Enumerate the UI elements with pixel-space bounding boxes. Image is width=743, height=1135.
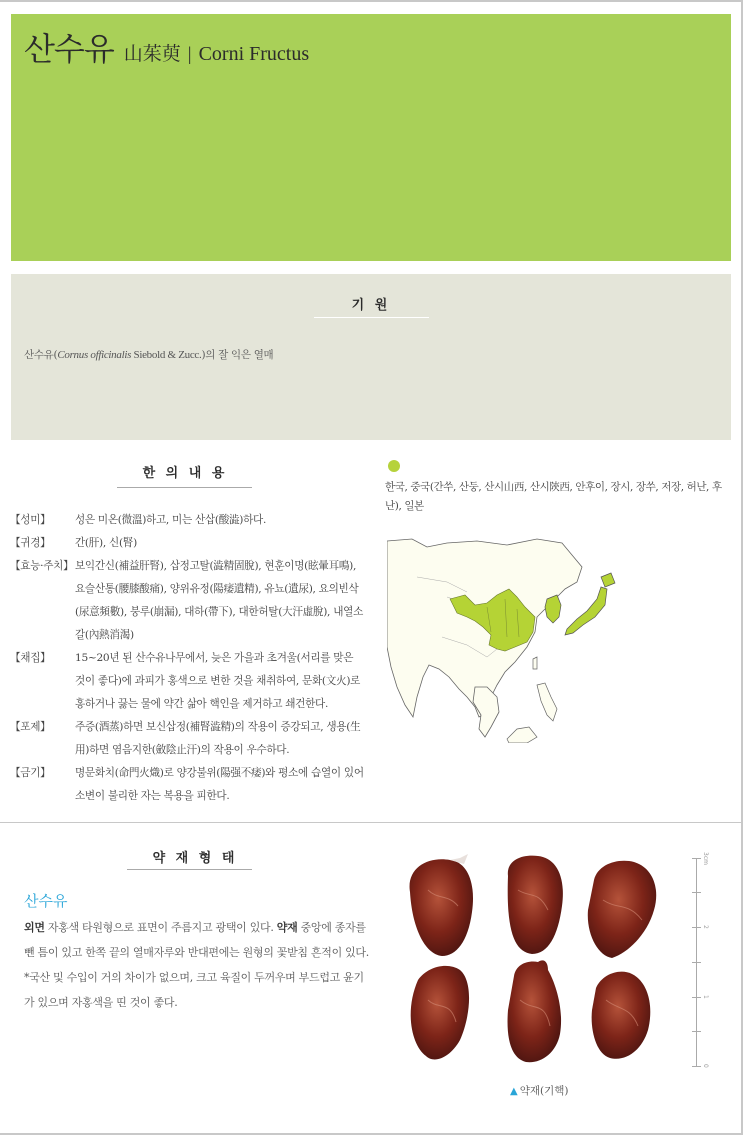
exterior-label: 외면: [24, 921, 45, 934]
herb-form-heading: 약 재 형 태: [152, 851, 238, 866]
triangle-up-icon: ▲: [510, 1086, 518, 1097]
quality-note: *국산 및 수입이 거의 차이가 없으며, 크고 육질이 두꺼우며 부드럽고 윤기가 있으며 자홍색을 띤 것이 좋다.: [24, 971, 364, 1009]
herbal-heading-underline: [117, 487, 252, 488]
herbal-content-section: [0, 450, 372, 820]
title-korean: 산수유: [24, 30, 114, 68]
origin-section: [11, 274, 731, 440]
scale-tick: [692, 858, 701, 859]
property-text: 보익간신(補益肝腎), 삽정고탈(澁精固脫), 현훈이명(眩暈耳鳴), 요슬산통(腰膝酸痛), 양위유정(陽痿遺精), 유뇨(遺尿), 요의빈삭(尿意頻數), 붕루(崩漏), 대하(帶下), 대한허탈(大汗虛脫), 내열소갈(內熱消渴): [75, 560, 363, 641]
property-label: 【금기】: [10, 767, 51, 779]
scale-tick: [692, 1066, 701, 1067]
title-banner: [11, 14, 731, 261]
distribution-map: [387, 537, 619, 743]
property-row-nature-taste: [10, 509, 365, 532]
scale-label-2: 2: [702, 925, 709, 929]
distribution-section: [385, 460, 735, 516]
distribution-text: 한국, 중국(간쑤, 산둥, 산시山西, 산시陝西, 안후이, 장시, 장쑤, 저장, 허난, 후난), 일본: [385, 481, 722, 512]
property-label: 【성미】: [10, 514, 51, 526]
property-text: 간(肝), 신(腎): [75, 537, 137, 549]
species-name: Cornus officinalis: [57, 349, 132, 361]
photo-caption: [510, 1083, 568, 1098]
property-text: 성은 미온(微溫)하고, 미는 산삽(酸澁)하다.: [75, 514, 267, 526]
title-latin: Corni Fructus: [198, 43, 310, 65]
scale-label-3cm: 3cm: [702, 852, 709, 865]
scale-tick: [692, 962, 701, 963]
origin-heading-underline: [314, 317, 429, 318]
scale-tick: [692, 927, 701, 928]
property-text: 명문화치(命門火熾)로 양강불위(陽强不痿)와 평소에 습열이 있어 소변이 불리한 자는 복용을 피한다.: [75, 767, 364, 802]
page-title: [24, 24, 309, 70]
dried-fruit-group: [410, 854, 657, 1062]
herb-form-heading-underline: [127, 869, 252, 870]
property-label: 【귀경】: [10, 537, 51, 549]
title-separator: |: [187, 44, 192, 65]
property-label: 【채집】: [10, 652, 51, 664]
origin-text-prefix: 산수유(: [24, 349, 58, 361]
property-label: 【효능·주치】: [10, 560, 74, 572]
herb-text: 중앙에 종자를 뺀 틈이 있고 한쪽 끝의 열매자루와 반대편에는 원형의 꽃받침 흔적이 있다.: [24, 921, 369, 959]
herbal-heading: 한 의 내 용: [142, 466, 228, 481]
scale-tick: [692, 892, 701, 893]
origin-text-suffix: )의 잘 익은 열매: [201, 349, 274, 361]
property-row-efficacy: [10, 555, 365, 647]
scale-label-0: 0: [702, 1064, 709, 1068]
exterior-text: 자홍색 타원형으로 표면이 주름지고 광택이 있다.: [44, 921, 277, 934]
bullet-dot-icon: [388, 460, 400, 472]
property-text: 주증(酒蒸)하면 보신삽정(補腎澁精)의 작용이 증강되고, 생용(生用)하면 염음지한(斂陰止汗)의 작용이 우수하다.: [75, 721, 361, 756]
scale-ruler: [683, 852, 713, 1073]
herb-name: 산수유: [24, 892, 68, 910]
origin-text: [24, 347, 273, 362]
species-author: Siebold & Zucc.: [131, 349, 202, 361]
herb-photo: [398, 850, 678, 1075]
property-list: [10, 509, 365, 808]
herb-form-description: [24, 915, 369, 1015]
origin-heading: 기 원: [351, 298, 391, 313]
property-row-contraindication: [10, 762, 365, 808]
scale-tick: [692, 1031, 701, 1032]
property-row-meridian: [10, 532, 365, 555]
property-row-harvest: [10, 647, 365, 716]
herb-label: 약재: [276, 921, 298, 934]
caption-text: 약재(기핵): [519, 1085, 569, 1097]
property-label: 【포제】: [10, 721, 51, 733]
title-hanja: 山茱萸: [123, 43, 181, 65]
scale-tick: [692, 997, 701, 998]
property-text: 15~20년 된 산수유나무에서, 늦은 가을과 초겨울(서리를 맞은 것이 좋다)에 과피가 홍색으로 변한 것을 채취하여, 문화(文火)로 홍하거나 끓는 물에 약간 삶아 핵인을 제거하고 쇄건한다.: [75, 652, 361, 710]
scale-label-1: 1: [702, 995, 709, 999]
property-row-processing: [10, 716, 365, 762]
